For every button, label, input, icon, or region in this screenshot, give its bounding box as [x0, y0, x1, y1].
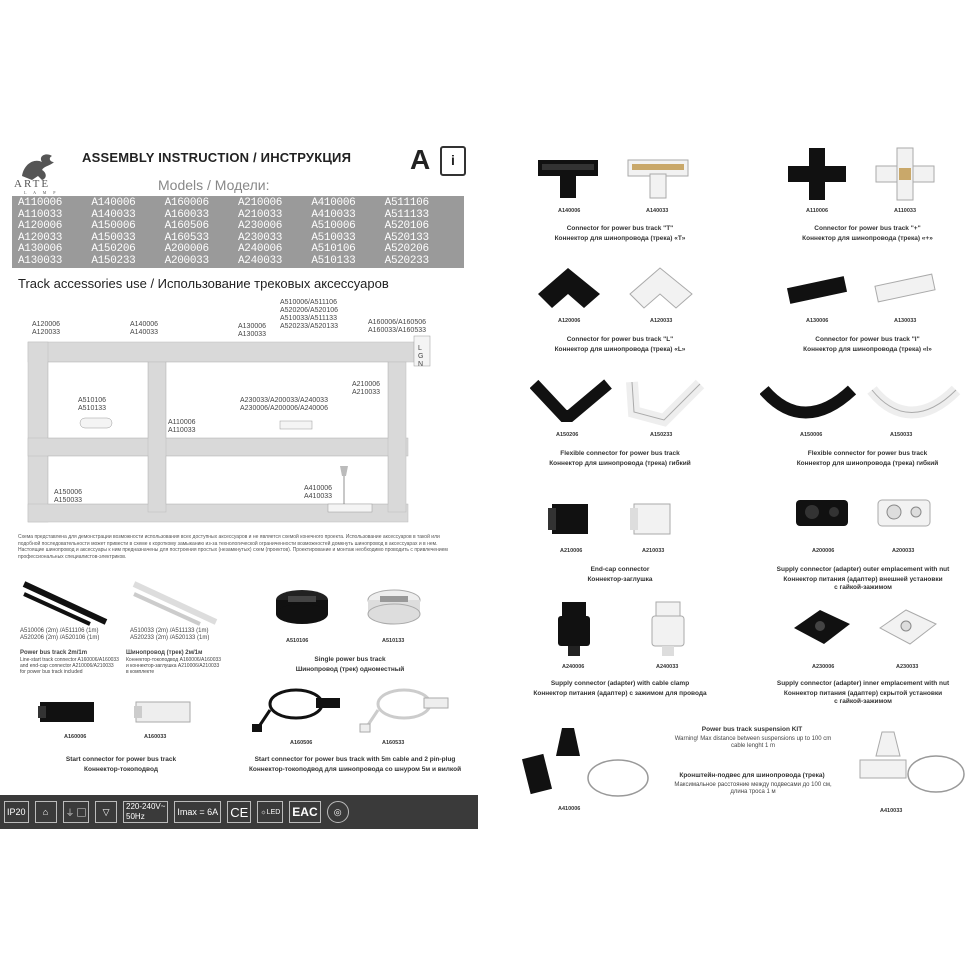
- model-code: A230033: [238, 231, 283, 244]
- track-title-en: Power bus track 2m/1m: [20, 650, 88, 656]
- product-code: A130006: [806, 318, 829, 324]
- black-track-image: [20, 580, 110, 626]
- track-note-en: Line-start track connector A160006/A160033 and end-cap connector A210006/A210033 for power bus track included: [20, 657, 119, 675]
- diagram-label: A160006/A160506 A160033/A160533: [368, 319, 426, 334]
- x-connector-title-ru: Коннектор для шинопровода (трека) «+»: [802, 235, 933, 242]
- x-connector-white-image: [872, 146, 938, 202]
- white-track-image: [130, 580, 220, 626]
- x-connector-black-image: [784, 146, 850, 202]
- t-connector-white-image: [624, 146, 692, 202]
- product-code: A510106: [286, 638, 309, 644]
- model-code: A520233: [384, 254, 429, 267]
- end-cap-title-ru: Коннектор-заглушка: [587, 576, 653, 583]
- model-code: A160006: [164, 197, 209, 209]
- suspension-kit-title-en: Power bus track suspension KIT: [701, 726, 803, 733]
- end-cap-black-image: [546, 494, 596, 542]
- model-code: A240006: [238, 243, 283, 255]
- model-code: A110033: [18, 208, 63, 221]
- model-code: A210006: [238, 197, 283, 209]
- supply-inner-white-image: [876, 604, 940, 652]
- product-code: A240033: [656, 664, 679, 670]
- l-connector-title-ru: Коннектор для шинопровода (трека) «L»: [554, 346, 686, 353]
- product-code: A210006: [560, 548, 583, 554]
- l-connector-white-image: [626, 264, 696, 314]
- supply-inner-black-image: [790, 604, 854, 652]
- led-icon: ☼ LED: [257, 801, 283, 823]
- supply-outer-title-en: Supply connector (adapter) outer emplacement with nut: [776, 566, 950, 573]
- model-code: A410006: [311, 197, 356, 209]
- cable-connector-white-image: [356, 680, 456, 740]
- track-codes-black: A510006 (2m) /A511106 (1m) A520206 (2m) /A520106 (1m): [20, 628, 100, 641]
- start-connector-title-ru: Коннектор-токоподвод: [84, 766, 158, 773]
- flexible-connector-2-title-ru: Коннектор для шинопровода (трека) гибкий: [796, 460, 939, 467]
- supply-inner-title-en: Supply connector (adapter) inner emplacement with nut: [776, 680, 950, 687]
- product-code: A120006: [558, 318, 581, 324]
- end-cap-title-en: End-cap connector: [590, 566, 650, 573]
- suspension-kit-black-image: [522, 722, 652, 806]
- product-code: A150006: [800, 432, 823, 438]
- diagram-label: A130006 A130033: [238, 323, 267, 338]
- model-code: A510106: [311, 243, 356, 255]
- cable-connector-title-ru: Коннектор-токоподвод для шинопровода со шнуром 5м и вилкой: [248, 766, 462, 773]
- supply-outer-white-image: [872, 490, 936, 538]
- product-code: A130033: [894, 318, 917, 324]
- single-track-white-image: [364, 586, 424, 632]
- t-connector-black-image: [534, 146, 602, 202]
- model-code: A150206: [91, 243, 136, 255]
- flexible-connector-2-black-image: [760, 380, 856, 430]
- cable-clamp-adapter-white-image: [644, 598, 692, 660]
- model-code: A110006: [18, 197, 63, 209]
- track-codes-white: A510033 (2m) /A511133 (1m) A520233 (2m) /A520133 (1m): [130, 628, 210, 641]
- cable-connector-black-image: [248, 680, 348, 740]
- eac-mark: EAC: [289, 801, 320, 823]
- certification-bar: [0, 795, 478, 829]
- product-code: A160533: [382, 740, 405, 746]
- ce-mark: CE: [227, 801, 251, 823]
- voltage-label: 220-240V~ 50Hz: [123, 801, 168, 823]
- product-code: A230006: [812, 664, 835, 670]
- lgn-label: L G N: [418, 345, 424, 368]
- model-code: A200006: [164, 243, 209, 255]
- model-code: A510006: [311, 220, 356, 232]
- flexible-connector-black-image: [530, 376, 612, 432]
- suspension-kit-white-image: [852, 726, 968, 806]
- model-code: A410033: [311, 208, 356, 221]
- single-track-title-en: Single power bus track: [314, 656, 386, 663]
- product-code: A160033: [144, 734, 167, 740]
- certification-seal-icon: ◎: [327, 801, 349, 823]
- model-code: A150006: [91, 220, 136, 232]
- flexible-connector-white-image: [624, 376, 706, 432]
- model-code: A140033: [91, 208, 136, 221]
- product-code: A410006: [558, 806, 581, 812]
- flammable-surface-icon: ▽: [95, 801, 117, 823]
- models-heading: Models / Модели:: [158, 177, 270, 193]
- product-code: A150206: [556, 432, 579, 438]
- product-code: A240006: [562, 664, 585, 670]
- diagram-label: A110006 A110033: [168, 419, 196, 434]
- suspension-kit-warning-ru: Максимальное расстояние между подвесами до 100 см, длина троса 1 м: [674, 782, 832, 795]
- model-code: A511133: [384, 208, 429, 221]
- indoor-house-icon: ⌂: [35, 801, 57, 823]
- suspension-kit-warning-en: Warning! Max distance between suspensions up to 100 cm cable lenght 1 m: [674, 736, 832, 749]
- model-code: A150233: [91, 254, 136, 267]
- diagram-label: A510006/A511106 A520206/A520106 A510033/A511133 A520233/A520133: [280, 299, 338, 330]
- flexible-connector-title-en: Flexible connector for power bus track: [560, 450, 680, 457]
- start-connector-title-en: Start connector for power bus track: [65, 756, 177, 763]
- brand-name: ARTE L A M P: [14, 178, 59, 195]
- diagram-label: A140006 A140033: [130, 321, 159, 336]
- model-code: A140006: [91, 197, 136, 209]
- model-code: A120033: [18, 231, 63, 244]
- product-code: A410033: [880, 808, 903, 814]
- model-code: A240033: [238, 254, 283, 267]
- start-connector-white-image: [132, 696, 194, 730]
- i-connector-black-image: [784, 270, 850, 310]
- ground-class-icon: ⏚ ▢: [63, 801, 90, 823]
- x-connector-title-en: Connector for power bus track "+": [814, 225, 921, 232]
- model-code: A520206: [384, 243, 429, 255]
- diagram-label: A510106 A510133: [78, 397, 107, 412]
- model-code: A210033: [238, 208, 283, 221]
- info-icon: i: [440, 146, 466, 176]
- track-accessories-heading: Track accessories use / Использование трековых аксессуаров: [18, 276, 389, 291]
- brand-sub: L A M P: [24, 190, 59, 195]
- model-code: A130006: [18, 243, 63, 255]
- product-code: A210033: [642, 548, 665, 554]
- flexible-connector-title-ru: Коннектор для шинопровода (трека) гибкий: [549, 460, 691, 467]
- model-code: A160533: [164, 231, 209, 244]
- flexible-connector-2-white-image: [866, 380, 962, 430]
- product-code: A510133: [382, 638, 405, 644]
- model-code: A200033: [164, 254, 209, 267]
- diagram-label: A150006 A150033: [54, 489, 83, 504]
- model-code: A510133: [311, 254, 356, 267]
- ip20-badge: IP20: [4, 801, 29, 823]
- i-connector-title-ru: Коннектор для шинопровода (трека) «I»: [803, 346, 932, 353]
- start-connector-black-image: [36, 696, 98, 730]
- product-code: A200006: [812, 548, 835, 554]
- product-code: A150233: [650, 432, 673, 438]
- l-connector-black-image: [534, 264, 604, 314]
- product-code: A110006: [806, 208, 829, 214]
- track-note-ru: Коннектор-токоподвод A160006/A160033 и коннектор-заглушка A210006/A210033 в комплекте: [126, 657, 222, 675]
- class-a-letter: A: [410, 144, 431, 175]
- track-title-ru: Шинопровод (трек) 2м/1м: [126, 650, 203, 656]
- model-code: A511106: [384, 197, 429, 209]
- model-code: A150033: [91, 231, 136, 244]
- model-code: A160506: [164, 220, 209, 232]
- product-code: A120033: [650, 318, 673, 324]
- product-code: A160006: [64, 734, 87, 740]
- t-connector-title-ru: Коннектор для шинопровода (трека) «Т»: [554, 235, 686, 242]
- cable-clamp-adapter-title-ru: Коннектор питания (адаптер) с зажимом для провода: [533, 690, 707, 697]
- product-code: A150033: [890, 432, 913, 438]
- product-code: A140033: [646, 208, 669, 214]
- product-code: A140006: [558, 208, 581, 214]
- diagram-label: A230033/A200033/A240033 A230006/A200006/A240006: [240, 397, 328, 412]
- flexible-connector-2-title-en: Flexible connector for power bus track: [807, 450, 928, 457]
- i-connector-title-en: Connector for power bus track "I": [815, 336, 920, 343]
- model-code: A120006: [18, 220, 63, 232]
- end-cap-white-image: [628, 494, 678, 542]
- diagram-disclaimer: Схема представлена для демонстрации возможности использования всех доступных аксессуаров и не является схемой конечного проекта. Использование аксессуаров в такой или подобной последовательности может привести в схеме к короткому замыканию из-за технологической ограниченности возможностей домкнуть шинопровод в аксессуарах и в нем. Настоящие шинопровод и аксессуары к ним предназначены для построения простых (незамкнутых) схем (проектов). Проектирование и монтаж необходимо проводить с привлечением профессиональных специалистов-электриков.: [18, 534, 448, 560]
- single-track-black-image: [272, 586, 332, 632]
- i-connector-white-image: [872, 266, 938, 310]
- product-code: A200033: [892, 548, 915, 554]
- t-connector-title-en: Connector for power bus track "T": [566, 225, 674, 232]
- supply-inner-title-ru: Коннектор питания (адаптер) скрытой установки с гайкой-зажимом: [783, 690, 943, 705]
- page-title: ASSEMBLY INSTRUCTION / ИНСТРУКЦИЯ: [82, 150, 352, 165]
- model-code: A510033: [311, 231, 356, 244]
- cable-connector-title-en: Start connector for power bus track with 5m cable and 2 pin-plug: [254, 756, 456, 763]
- product-code: A230033: [896, 664, 919, 670]
- model-code: A130033: [18, 254, 63, 267]
- diagram-label: A120006 A120033: [32, 321, 61, 336]
- cable-clamp-adapter-title-en: Supply connector (adapter) with cable clamp: [550, 680, 690, 687]
- model-code: A520133: [384, 231, 429, 244]
- product-code: A110033: [894, 208, 917, 214]
- supply-outer-black-image: [790, 490, 854, 538]
- diagram-label: A410006 A410033: [304, 485, 333, 500]
- l-connector-title-en: Connector for power bus track "L": [566, 336, 674, 343]
- model-code: A230006: [238, 220, 283, 232]
- supply-outer-title-ru: Коннектор питания (адаптер) внешней установки с гайкой-зажимом: [783, 576, 943, 591]
- model-code: A160033: [164, 208, 209, 221]
- cable-clamp-adapter-black-image: [550, 598, 598, 660]
- product-code: A160506: [290, 740, 313, 746]
- models-grid: [12, 196, 464, 268]
- track-layout-diagram: [18, 298, 458, 534]
- single-track-title-ru: Шинопровод (трек) одноместный: [295, 666, 405, 673]
- suspension-kit-title-ru: Кронштейн-подвес для шинопровода (трека): [679, 772, 825, 779]
- model-code: A520106: [384, 220, 429, 232]
- diagram-label: A210006 A210033: [352, 381, 381, 396]
- max-current-label: Imax = 6A: [174, 801, 221, 823]
